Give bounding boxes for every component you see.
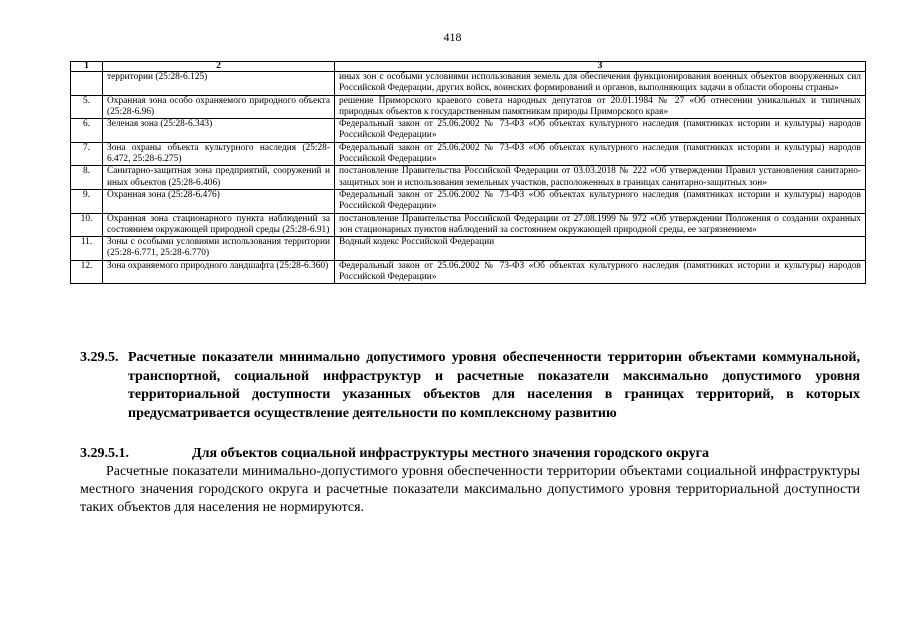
section-title: Расчетные показатели минимально допустимого уровня обеспеченности территории объектами коммунальной, транспортной, социальной инфраструктур и расчетные показатели максимально допустимого уровня территориальной доступности указанных объектов для населения в границах территорий, в которых предусматривается осуществление деятельности по комплексному развитию — [128, 350, 860, 421]
legal-basis-cell: постановление Правительства Российской Федерации от 03.03.2018 № 222 «Об утверждении Правил установления санитарно-защитных зон и использования земельных участков, расположенных в границах санитарно-защитных зон» — [335, 166, 866, 190]
row-number: 8. — [71, 166, 103, 190]
row-number: 5. — [71, 95, 103, 119]
column-header: 3 — [335, 62, 866, 72]
zone-name-cell: Охранная зона особо охраняемого природного объекта (25:28-6.96) — [103, 95, 335, 119]
legal-basis-cell: Федеральный закон от 25.06.2002 № 73-ФЗ «Об объектах культурного наследия (памятниках истории и культуры) народов Российской Федерации» — [335, 260, 866, 284]
zone-name-cell: Охранная зона стационарного пункта наблюдений за состоянием окружающей природной среды (25:28-6.91) — [103, 213, 335, 237]
table-row — [71, 260, 866, 284]
row-number: 6. — [71, 119, 103, 143]
legal-basis-cell: постановление Правительства Российской Федерации от 27.08.1999 № 972 «Об утверждении Положения о создании охранных зон стационарных пунктов наблюдений за состоянием окружающей природной среды, ее загрязнением» — [335, 213, 866, 237]
zone-name-cell: Охранная зона (25:28-6.476) — [103, 189, 335, 213]
row-number: 11. — [71, 237, 103, 261]
legal-basis-cell: иных зон с особыми условиями использования земель для обеспечения функционирования военных объектов вооруженных сил Российской Федерации, других войск, воинских формирований и органов, выполняющих задачи в области обороны страны» — [335, 72, 866, 96]
table-row — [71, 237, 866, 261]
body-paragraph: Расчетные показатели минимально-допустимого уровня обеспеченности территории объектами социальной инфраструктуры местного значения городского округа и расчетные показатели максимально допустимого уровня территориальной доступности таких объектов для населения не нормируются. — [80, 464, 860, 515]
table-header-row — [71, 62, 866, 72]
zones-table — [70, 61, 866, 284]
table-row — [71, 95, 866, 119]
subsection-title: Для объектов социальной инфраструктуры местного значения городского округа — [192, 446, 710, 461]
table-row — [71, 142, 866, 166]
zone-name-cell: Зона охраняемого природного ландшафта (25:28-6.360) — [103, 260, 335, 284]
zone-name-cell: территории (25:28-6.125) — [103, 72, 335, 96]
zone-name-cell: Санитарно-защитная зона предприятий, сооружений и иных объектов (25:28-6.406) — [103, 166, 335, 190]
section-heading — [80, 349, 860, 423]
row-number — [71, 72, 103, 96]
page-number: 418 — [443, 30, 462, 44]
zone-name-cell: Зона охраны объекта культурного наследия (25:28-6.472, 25:28-6.275) — [103, 142, 335, 166]
legal-basis-cell: решение Приморского краевого совета народных депутатов от 20.01.1984 № 27 «Об отнесении уникальных и типичных природных объектов к государственным памятникам природы Приморского края» — [335, 95, 866, 119]
table-row — [71, 166, 866, 190]
column-header: 2 — [103, 62, 335, 72]
row-number: 12. — [71, 260, 103, 284]
zone-name-cell: Зеленая зона (25:28-6.343) — [103, 119, 335, 143]
row-number: 10. — [71, 213, 103, 237]
subsection-number: 3.29.5.1. — [80, 446, 129, 461]
legal-basis-cell: Федеральный закон от 25.06.2002 № 73-ФЗ «Об объектах культурного наследия (памятниках истории и культуры) народов Российской Федерации» — [335, 142, 866, 166]
table-row — [71, 189, 866, 213]
section-number: 3.29.5. — [80, 350, 119, 365]
table-row — [71, 213, 866, 237]
row-number: 7. — [71, 142, 103, 166]
table-row — [71, 119, 866, 143]
legal-basis-cell: Федеральный закон от 25.06.2002 № 73-ФЗ «Об объектах культурного наследия (памятниках истории и культуры) народов Российской Федерации» — [335, 119, 866, 143]
legal-basis-cell: Водный кодекс Российской Федерации — [335, 237, 866, 261]
column-header: 1 — [71, 62, 103, 72]
table-row — [71, 72, 866, 96]
row-number: 9. — [71, 189, 103, 213]
legal-basis-cell: Федеральный закон от 25.06.2002 № 73-ФЗ «Об объектах культурного наследия (памятниках истории и культуры) народов Российской Федерации» — [335, 189, 866, 213]
zone-name-cell: Зоны с особыми условиями использования территории (25:28-6.771, 25:28-6.770) — [103, 237, 335, 261]
